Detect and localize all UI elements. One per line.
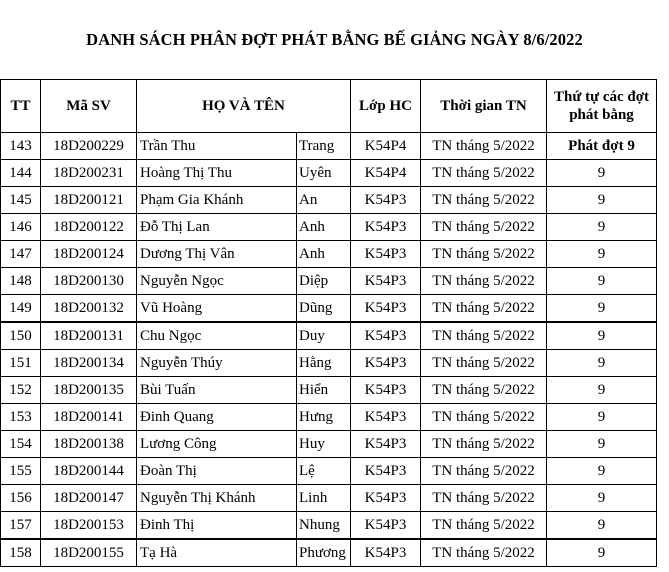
header-ma-sv: Mã SV [41, 80, 137, 133]
table-row [1, 512, 657, 540]
cell-ten: Anh [297, 241, 351, 268]
cell-lop-hc: K54P3 [351, 539, 421, 567]
table-row [1, 377, 657, 404]
cell-tt: 145 [1, 187, 41, 214]
cell-ten: Dũng [297, 295, 351, 323]
cell-lop-hc: K54P3 [351, 322, 421, 350]
cell-ma-sv: 18D200132 [41, 295, 137, 323]
cell-tt: 143 [1, 133, 41, 160]
cell-thu-tu-dot: 9 [547, 295, 657, 323]
cell-tt: 158 [1, 539, 41, 567]
cell-tt: 147 [1, 241, 41, 268]
table-row [1, 268, 657, 295]
cell-ma-sv: 18D200130 [41, 268, 137, 295]
cell-ho: Đỗ Thị Lan [137, 214, 297, 241]
cell-ho: Nguyễn Ngọc [137, 268, 297, 295]
cell-thu-tu-dot: 9 [547, 431, 657, 458]
table-row [1, 241, 657, 268]
cell-tt: 153 [1, 404, 41, 431]
cell-thu-tu-dot: 9 [547, 160, 657, 187]
cell-ma-sv: 18D200131 [41, 322, 137, 350]
table-row [1, 187, 657, 214]
cell-thu-tu-dot: 9 [547, 485, 657, 512]
cell-thu-tu-dot: 9 [547, 377, 657, 404]
cell-ma-sv: 18D200155 [41, 539, 137, 567]
cell-lop-hc: K54P4 [351, 160, 421, 187]
header-ho-va-ten: HỌ VÀ TÊN [137, 80, 351, 133]
cell-thoi-gian-tn: TN tháng 5/2022 [421, 350, 547, 377]
cell-lop-hc: K54P3 [351, 431, 421, 458]
header-row [1, 80, 657, 133]
cell-ma-sv: 18D200122 [41, 214, 137, 241]
cell-ho: Dương Thị Vân [137, 241, 297, 268]
cell-ma-sv: 18D200141 [41, 404, 137, 431]
cell-ten: Trang [297, 133, 351, 160]
cell-ho: Đinh Thị [137, 512, 297, 540]
table-row [1, 322, 657, 350]
header-tt: TT [1, 80, 41, 133]
cell-thoi-gian-tn: TN tháng 5/2022 [421, 512, 547, 540]
cell-thoi-gian-tn: TN tháng 5/2022 [421, 295, 547, 323]
cell-thoi-gian-tn: TN tháng 5/2022 [421, 431, 547, 458]
cell-tt: 156 [1, 485, 41, 512]
cell-lop-hc: K54P3 [351, 404, 421, 431]
cell-thu-tu-dot: Phát đợt 9 [547, 133, 657, 160]
cell-ten: Diệp [297, 268, 351, 295]
cell-ten: Linh [297, 485, 351, 512]
cell-ten: Phương [297, 539, 351, 567]
cell-ma-sv: 18D200147 [41, 485, 137, 512]
cell-lop-hc: K54P3 [351, 268, 421, 295]
cell-ten: Hằng [297, 350, 351, 377]
page-title: DANH SÁCH PHÂN ĐỢT PHÁT BẰNG BẾ GIẢNG NGÀY 8/6/2022 [86, 30, 583, 49]
cell-ten: Nhung [297, 512, 351, 540]
header-lop-hc: Lớp HC [351, 80, 421, 133]
cell-ho: Đinh Quang [137, 404, 297, 431]
cell-tt: 148 [1, 268, 41, 295]
cell-ho: Lương Công [137, 431, 297, 458]
cell-ho: Nguyễn Thúy [137, 350, 297, 377]
cell-ho: Đoàn Thị [137, 458, 297, 485]
cell-thu-tu-dot: 9 [547, 404, 657, 431]
cell-ho: Chu Ngọc [137, 322, 297, 350]
cell-ten: Huy [297, 431, 351, 458]
cell-ma-sv: 18D200229 [41, 133, 137, 160]
cell-lop-hc: K54P3 [351, 241, 421, 268]
cell-thu-tu-dot: 9 [547, 187, 657, 214]
cell-tt: 151 [1, 350, 41, 377]
cell-thoi-gian-tn: TN tháng 5/2022 [421, 187, 547, 214]
table-row [1, 160, 657, 187]
cell-tt: 155 [1, 458, 41, 485]
cell-lop-hc: K54P3 [351, 485, 421, 512]
table-row [1, 350, 657, 377]
cell-ten: Hiển [297, 377, 351, 404]
cell-tt: 149 [1, 295, 41, 323]
table-row [1, 539, 657, 567]
header-thoi-gian-tn: Thời gian TN [421, 80, 547, 133]
table-row [1, 295, 657, 323]
cell-thu-tu-dot: 9 [547, 322, 657, 350]
cell-ma-sv: 18D200124 [41, 241, 137, 268]
cell-thoi-gian-tn: TN tháng 5/2022 [421, 322, 547, 350]
student-table [0, 79, 657, 567]
header-thu-tu-dot: Thứ tự các đợt phát bằng [547, 80, 657, 133]
cell-ho: Tạ Hà [137, 539, 297, 567]
cell-thu-tu-dot: 9 [547, 268, 657, 295]
cell-lop-hc: K54P3 [351, 187, 421, 214]
cell-lop-hc: K54P3 [351, 377, 421, 404]
cell-tt: 152 [1, 377, 41, 404]
cell-lop-hc: K54P3 [351, 512, 421, 540]
cell-ho: Trần Thu [137, 133, 297, 160]
cell-tt: 144 [1, 160, 41, 187]
cell-thu-tu-dot: 9 [547, 539, 657, 567]
cell-ho: Bùi Tuấn [137, 377, 297, 404]
table-row [1, 458, 657, 485]
cell-lop-hc: K54P3 [351, 214, 421, 241]
cell-ma-sv: 18D200121 [41, 187, 137, 214]
cell-ten: Uyên [297, 160, 351, 187]
cell-thoi-gian-tn: TN tháng 5/2022 [421, 241, 547, 268]
cell-lop-hc: K54P4 [351, 133, 421, 160]
cell-thu-tu-dot: 9 [547, 241, 657, 268]
cell-ten: An [297, 187, 351, 214]
cell-tt: 157 [1, 512, 41, 540]
cell-thoi-gian-tn: TN tháng 5/2022 [421, 377, 547, 404]
cell-lop-hc: K54P3 [351, 350, 421, 377]
table-row [1, 485, 657, 512]
cell-tt: 150 [1, 322, 41, 350]
cell-thoi-gian-tn: TN tháng 5/2022 [421, 458, 547, 485]
cell-ho: Hoàng Thị Thu [137, 160, 297, 187]
cell-ma-sv: 18D200144 [41, 458, 137, 485]
cell-ho: Nguyễn Thị Khánh [137, 485, 297, 512]
cell-thoi-gian-tn: TN tháng 5/2022 [421, 133, 547, 160]
table-row [1, 431, 657, 458]
cell-ho: Phạm Gia Khánh [137, 187, 297, 214]
cell-thu-tu-dot: 9 [547, 458, 657, 485]
cell-thu-tu-dot: 9 [547, 350, 657, 377]
cell-ten: Lệ [297, 458, 351, 485]
cell-ten: Hưng [297, 404, 351, 431]
cell-lop-hc: K54P3 [351, 295, 421, 323]
cell-tt: 146 [1, 214, 41, 241]
cell-thoi-gian-tn: TN tháng 5/2022 [421, 214, 547, 241]
cell-thoi-gian-tn: TN tháng 5/2022 [421, 268, 547, 295]
table-row [1, 133, 657, 160]
cell-tt: 154 [1, 431, 41, 458]
cell-ten: Duy [297, 322, 351, 350]
cell-lop-hc: K54P3 [351, 458, 421, 485]
cell-ten: Anh [297, 214, 351, 241]
cell-thu-tu-dot: 9 [547, 512, 657, 540]
cell-ma-sv: 18D200153 [41, 512, 137, 540]
cell-thoi-gian-tn: TN tháng 5/2022 [421, 404, 547, 431]
cell-ma-sv: 18D200134 [41, 350, 137, 377]
cell-thoi-gian-tn: TN tháng 5/2022 [421, 160, 547, 187]
cell-ma-sv: 18D200135 [41, 377, 137, 404]
table-row [1, 214, 657, 241]
table-row [1, 404, 657, 431]
cell-thu-tu-dot: 9 [547, 214, 657, 241]
cell-ho: Vũ Hoàng [137, 295, 297, 323]
cell-ma-sv: 18D200231 [41, 160, 137, 187]
cell-ma-sv: 18D200138 [41, 431, 137, 458]
cell-thoi-gian-tn: TN tháng 5/2022 [421, 485, 547, 512]
cell-thoi-gian-tn: TN tháng 5/2022 [421, 539, 547, 567]
